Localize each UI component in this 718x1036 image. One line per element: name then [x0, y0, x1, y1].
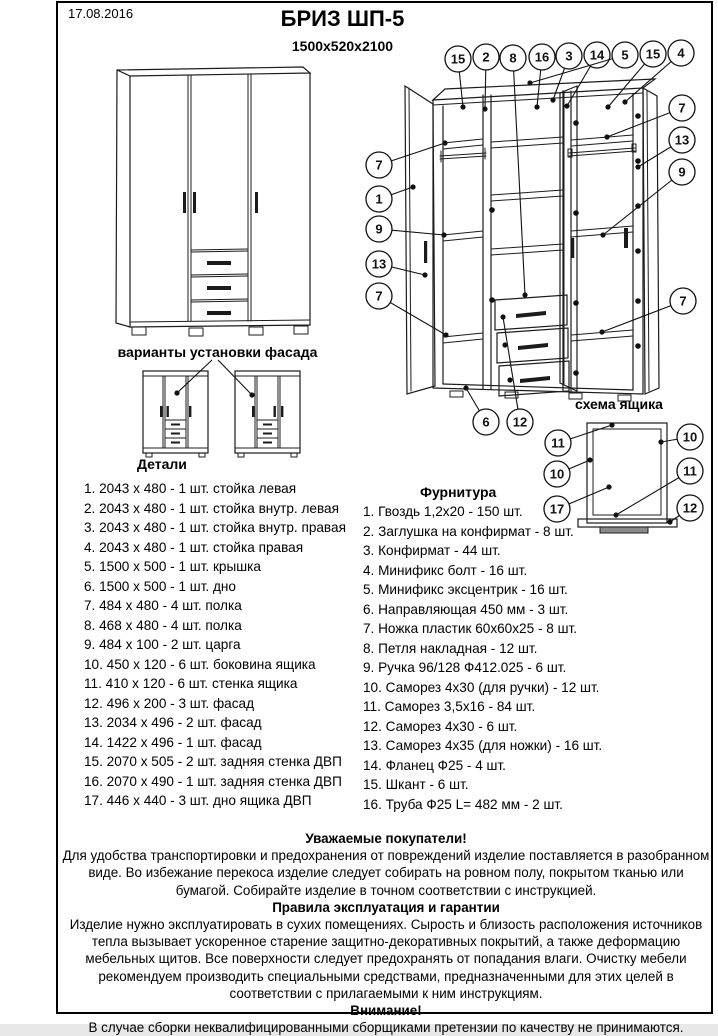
callout-number: 10	[549, 466, 565, 482]
hardware-list-item: 7. Ножка пластик 60х60х25 - 8 шт.	[363, 621, 577, 636]
notice-paragraph: Для удобства транспортировки и предохранения от повреждений изделие поставляется в разобранном виде. Во избежание перекоса изделие следует собирать на ровном полу, покрытом тканью или бумагой. Собирайте изделие в точном соответствии с инструкцией.	[62, 848, 710, 898]
callout-number: 13	[371, 256, 387, 272]
notice-paragraph: В случае сборки неквалифицированными сборщиками претензии по качеству не принимаются.	[88, 1020, 684, 1036]
callout-target-dot	[410, 184, 415, 189]
hardware-list-item: 13. Саморез 4х35 (для ножки) - 16 шт.	[363, 738, 603, 753]
hardware-list	[363, 502, 602, 814]
callout-number: 14	[589, 47, 605, 63]
callout-target-dot	[587, 457, 592, 462]
callout-number: 8	[509, 50, 517, 66]
callout-target-dot	[460, 104, 465, 109]
callout-target-dot	[522, 292, 527, 297]
parts-list-item: 17. 446 х 440 - 3 шт. дно ящика ДВП	[84, 793, 312, 808]
parts-list-item: 8. 468 х 480 - 4 шт. полка	[84, 617, 242, 633]
callout-number: 15	[450, 51, 466, 67]
parts-list-item: 15. 2070 х 505 - 2 шт. задняя стенка ДВП	[84, 754, 342, 769]
parts-list-item: 9. 484 х 100 - 2 шт. царга	[84, 637, 241, 652]
callout-target-dot	[600, 232, 605, 237]
product-dimensions: 1500х520х2100	[291, 38, 394, 54]
callout-number: 13	[674, 132, 690, 148]
callout-target-dot	[550, 97, 555, 102]
drawer-scheme-label: схема ящика	[575, 396, 663, 412]
callout-target-dot	[635, 164, 640, 169]
parts-list-item: 10. 450 х 120 - 6 шт. боковина ящика	[84, 656, 316, 672]
callout-target-dot	[441, 232, 446, 237]
callout-number: 2	[482, 49, 490, 65]
callout-target-dot	[606, 484, 611, 489]
callout-number: 7	[678, 100, 686, 116]
parts-list-item: 12. 496 х 200 - 3 шт. фасад	[84, 695, 255, 711]
hardware-list-item: 6. Направляющая 450 мм - 3 шт.	[363, 601, 569, 617]
callout-number: 12	[512, 414, 528, 430]
hardware-list-item: 8. Петля накладная - 12 шт.	[363, 640, 538, 656]
callout-target-dot	[613, 512, 618, 517]
callout-number: 7	[375, 288, 383, 304]
page-title: БРИЗ ШП-5	[280, 6, 405, 31]
callout-number: 10	[682, 429, 698, 445]
wardrobe-front-view-diagram	[88, 58, 333, 353]
parts-list-item: 14. 1422 х 496 - 1 шт. фасад	[84, 734, 262, 750]
facade-variants-label: варианты установки фасада	[117, 344, 318, 360]
callout-number: 12	[682, 500, 698, 516]
callout-target-dot	[667, 519, 672, 524]
callout-target-dot	[564, 103, 569, 108]
callout-target-dot	[500, 314, 505, 319]
parts-list-item: 2. 2043 х 480 - 1 шт. стойка внутр. левая	[84, 500, 339, 516]
document-date: 17.08.2016	[68, 6, 134, 21]
facade-variants-diagram	[100, 362, 335, 472]
parts-list-item: 3. 2043 х 480 - 1 шт. стойка внутр. правая	[84, 520, 346, 535]
hardware-list-item: 1. Гвоздь 1,2х20 - 150 шт.	[363, 504, 523, 519]
callout-target-dot	[527, 80, 532, 85]
callout-number: 15	[645, 46, 661, 62]
hardware-list-item: 16. Труба Ф25 L= 482 мм - 2 шт.	[363, 796, 563, 812]
callout-number: 11	[683, 463, 697, 479]
callout-target-dot	[422, 272, 427, 277]
hardware-list-item: 9. Ручка 96/128 Ф412.025 - 6 шт.	[363, 660, 567, 675]
parts-list-item: 6. 1500 х 500 - 1 шт. дно	[84, 578, 236, 594]
notice-paragraph: Изделие нужно эксплуатировать в сухих помещениях. Сырость и близость расположения источников тепла вызывает ускоренное старение защитно-декоративных покрытий, а также деформацию мебельных щитов. Все поверхности следует предохранять от попадания влаги. Очистку мебели рекомендуем производить специальными средствами, предназначенными для этих целей в соответствии с прилагаемыми к ним инструкциям.	[69, 917, 703, 1001]
hardware-list-item: 5. Минификс эксцентрик - 16 шт.	[363, 582, 568, 597]
callout-target-dot	[604, 134, 609, 139]
parts-list-item: 4. 2043 х 480 - 1 шт. стойка правая	[84, 539, 304, 555]
wardrobe-exploded-view-diagram	[355, 42, 715, 447]
callout-target-dot	[482, 106, 487, 111]
callout-target-dot	[443, 332, 448, 337]
hardware-list-title: Фурнитура	[420, 484, 497, 500]
parts-list-title: Детали	[137, 456, 187, 472]
callout-leader-line	[503, 317, 520, 422]
callout-target-dot	[442, 140, 447, 145]
callout-number: 16	[534, 49, 550, 65]
callout-number: 7	[679, 293, 687, 309]
callout-target-dot	[605, 104, 610, 109]
parts-list-item: 11. 410 х 120 - 6 шт. стенка ящика	[84, 676, 298, 691]
parts-list-item: 13. 2034 х 496 - 2 шт. фасад	[84, 715, 262, 730]
hardware-list-item: 3. Конфирмат - 44 шт.	[363, 543, 501, 558]
hardware-list-item: 12. Саморез 4х30 - 6 шт.	[363, 718, 518, 734]
notice-heading: Внимание!	[350, 1003, 422, 1019]
hardware-list-item: 2. Заглушка на конфирмат - 8 шт.	[363, 523, 574, 539]
parts-list-item: 16. 2070 х 490 - 1 шт. задняя стенка ДВП	[84, 773, 342, 789]
callout-target-dot	[609, 422, 614, 427]
parts-list-item: 1. 2043 х 480 - 1 шт. стойка левая	[84, 481, 297, 496]
callout-target-dot	[658, 439, 663, 444]
callout-target-dot	[622, 99, 627, 104]
hardware-list-item: 11. Саморез 3,5х16 - 84 шт.	[363, 699, 536, 714]
callout-number: 4	[677, 45, 685, 61]
callout-number: 9	[678, 164, 686, 180]
parts-list-item: 7. 484 х 480 - 4 шт. полка	[84, 598, 242, 613]
hardware-list-item: 14. Фланец Ф25 - 4 шт.	[363, 757, 506, 773]
callout-target-dot	[534, 104, 539, 109]
callout-number: 5	[621, 47, 629, 63]
callout-target-dot	[599, 329, 604, 334]
parts-list	[84, 479, 346, 811]
parts-list-item: 5. 1500 х 500 - 1 шт. крышка	[84, 559, 261, 574]
notice-heading: Уважаемые покупатели!	[305, 831, 467, 846]
hardware-list-item: 4. Минификс болт - 16 шт.	[363, 562, 528, 578]
notice-heading: Правила эксплуатация и гарантии	[272, 899, 500, 915]
callout-target-dot	[463, 385, 468, 390]
callout-leader-line	[513, 58, 525, 295]
callout-number: 7	[375, 157, 383, 173]
callout-number: 9	[375, 221, 383, 237]
customer-notices	[62, 830, 710, 1036]
callout-number: 6	[482, 414, 490, 430]
callout-number: 11	[551, 435, 565, 451]
hardware-list-item: 15. Шкант - 6 шт.	[363, 777, 469, 792]
callout-number: 1	[375, 191, 383, 207]
callout-number: 17	[549, 501, 565, 517]
hardware-list-item: 10. Саморез 4х30 (для ручки) - 12 шт.	[363, 679, 600, 695]
callout-number: 3	[565, 48, 573, 64]
